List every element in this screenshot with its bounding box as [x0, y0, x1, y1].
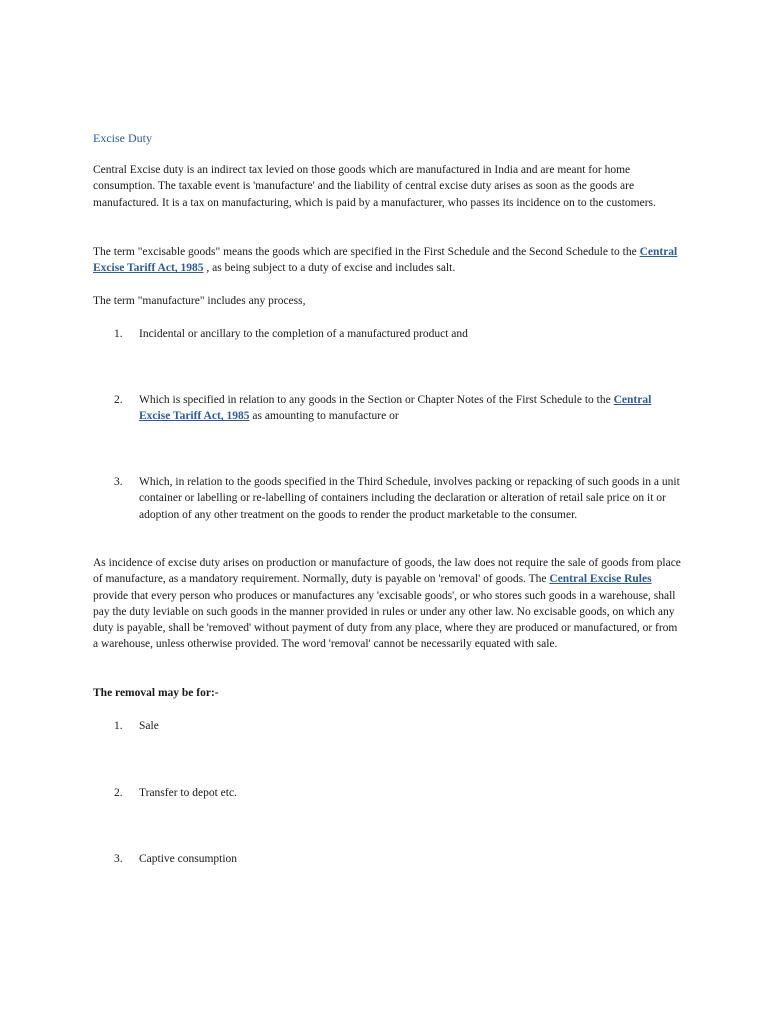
list-text-after: as amounting to manufacture or	[249, 410, 399, 423]
removal-explanation-paragraph	[93, 555, 683, 653]
list-text: Incidental or ancillary to the completion of a manufactured product and	[139, 328, 468, 340]
list-number: 2.	[114, 394, 123, 406]
central-excise-rules-link[interactable]: Central Excise Rules	[549, 573, 652, 586]
intro-paragraph: Central Excise duty is an indirect tax levied on those goods which are manufactured in India and are meant for home consumption. The taxable event is 'manufacture' and the liability of central excise duty arises as soon as the goods are manufactured. It is a tax on manufacturing, which is paid by a manufacturer, who passes its incidence on to the customers.	[93, 164, 656, 209]
tariff-act-link[interactable]: Central Excise Tariff Act, 1985	[139, 394, 652, 423]
excisable-goods-text-before: The term "excisable goods" means the goods which are specified in the First Schedule and the Second Schedule to the	[93, 246, 640, 258]
list-text: Captive consumption	[139, 853, 238, 865]
removal-text-after: provide that every person who produces or manufactures any 'excisable goods', or who stores such goods in a warehouse, shall pay the duty leviable on such goods in the manner provided in rules or under any other law. No excisable goods, on which any duty is payable, shall be 'removed' without payment of duty from any place, where they are produced or manufactured, or from a warehouse, unless otherwise provided. The word 'removal' cannot be necessarily equated with sale.	[93, 589, 678, 651]
list-text	[139, 392, 684, 425]
removal-heading: The removal may be for:-	[93, 687, 219, 699]
page-title: Excise Duty	[93, 131, 152, 145]
excisable-goods-text-after: , as being subject to a duty of excise and includes salt.	[203, 262, 456, 275]
list-text: Transfer to depot etc.	[139, 787, 237, 799]
removal-text-before: As incidence of excise duty arises on production or manufacture of goods, the law does not require the sale of goods from place of manufacture, as a mandatory requirement. Normally, duty is payable on 'removal' of goods. The	[93, 557, 681, 586]
tariff-act-link[interactable]: Central Excise Tariff Act, 1985	[93, 246, 678, 275]
excisable-goods-paragraph	[93, 244, 683, 277]
list-number: 2.	[114, 787, 123, 799]
list-number: 3.	[114, 476, 123, 488]
list-text-before: Which is specified in relation to any goods in the Section or Chapter Notes of the First Schedule to the	[139, 394, 614, 406]
list-text: Sale	[139, 720, 159, 732]
list-number: 3.	[114, 853, 123, 865]
manufacture-intro-paragraph: The term "manufacture" includes any process,	[93, 295, 306, 307]
list-text: Which, in relation to the goods specified in the Third Schedule, involves packing or repacking of such goods in a unit container or labelling or re-labelling of containers including the declaration or alteration of retail sale price on it or adoption of any other treatment on the goods to render the product marketable to the consumer.	[139, 476, 680, 521]
list-number: 1.	[114, 328, 123, 340]
list-number: 1.	[114, 720, 123, 732]
